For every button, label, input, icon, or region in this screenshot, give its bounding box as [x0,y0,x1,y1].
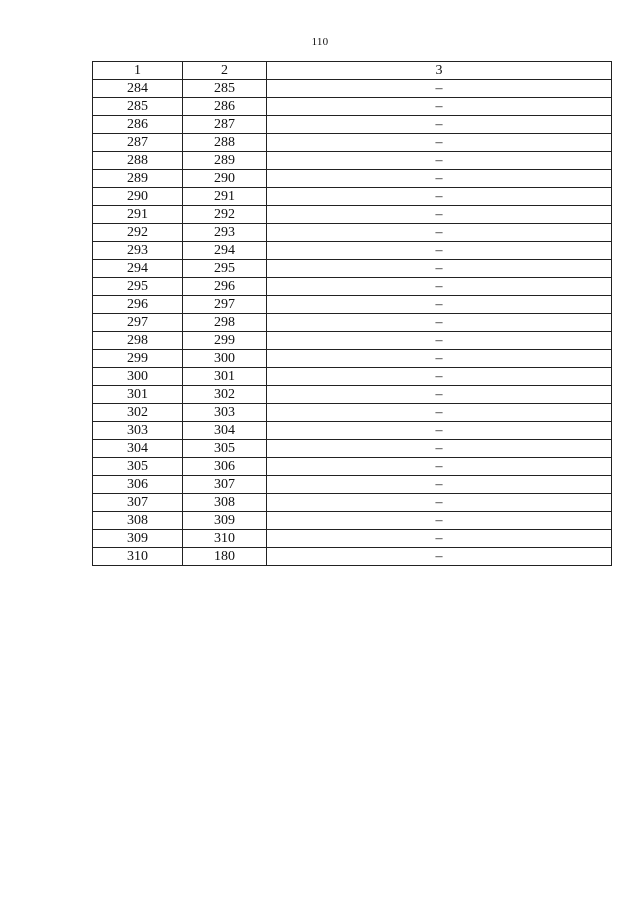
table-cell-col1: 304 [93,440,183,458]
table-body [93,80,612,566]
table-cell-col3: – [267,332,612,350]
table-cell-col1: 288 [93,152,183,170]
table-row [93,530,612,548]
table-cell-col1: 297 [93,314,183,332]
table-cell-col1: 293 [93,242,183,260]
table-row [93,314,612,332]
table-cell-col3: – [267,242,612,260]
table-row [93,476,612,494]
table-cell-col1: 296 [93,296,183,314]
table-cell-col1: 310 [93,548,183,566]
table-cell-col1: 291 [93,206,183,224]
table-cell-col2: 298 [183,314,267,332]
table-cell-col2: 299 [183,332,267,350]
table-cell-col1: 309 [93,530,183,548]
table-cell-col3: – [267,458,612,476]
table-cell-col2: 301 [183,368,267,386]
table-row [93,422,612,440]
table-row [93,386,612,404]
table-cell-col1: 300 [93,368,183,386]
table-cell-col2: 305 [183,440,267,458]
table-cell-col1: 299 [93,350,183,368]
table-cell-col3: – [267,494,612,512]
table-cell-col1: 302 [93,404,183,422]
table-cell-col2: 296 [183,278,267,296]
table-row [93,170,612,188]
table-cell-col2: 310 [183,530,267,548]
table-cell-col2: 309 [183,512,267,530]
table-cell-col1: 306 [93,476,183,494]
table-cell-col2: 308 [183,494,267,512]
table-cell-col3: – [267,422,612,440]
table-cell-col2: 287 [183,116,267,134]
table-cell-col3: – [267,314,612,332]
table-cell-col3: – [267,476,612,494]
table-cell-col1: 295 [93,278,183,296]
table-cell-col1: 307 [93,494,183,512]
table-cell-col1: 308 [93,512,183,530]
table-cell-col3: – [267,170,612,188]
table-cell-col3: – [267,386,612,404]
table-cell-col2: 304 [183,422,267,440]
table-row [93,404,612,422]
table-cell-col2: 286 [183,98,267,116]
table-cell-col3: – [267,188,612,206]
table-row [93,116,612,134]
table-cell-col1: 298 [93,332,183,350]
table-cell-col1: 305 [93,458,183,476]
table-cell-col2: 180 [183,548,267,566]
table-row [93,458,612,476]
table-cell-col2: 294 [183,242,267,260]
table-cell-col2: 307 [183,476,267,494]
table-row [93,368,612,386]
table-cell-col3: – [267,512,612,530]
table-cell-col2: 291 [183,188,267,206]
table-row [93,296,612,314]
table-cell-col3: – [267,98,612,116]
table-cell-col3: – [267,440,612,458]
table-row [93,278,612,296]
table-cell-col3: – [267,152,612,170]
table-cell-col3: – [267,350,612,368]
table-cell-col3: – [267,278,612,296]
column-header-3: 3 [267,62,612,80]
column-header-2: 2 [183,62,267,80]
table-cell-col3: – [267,116,612,134]
table-cell-col1: 303 [93,422,183,440]
table-row [93,332,612,350]
table-row [93,188,612,206]
table-cell-col2: 292 [183,206,267,224]
table-cell-col2: 289 [183,152,267,170]
table-cell-col3: – [267,548,612,566]
table-cell-col1: 292 [93,224,183,242]
table-cell-col1: 289 [93,170,183,188]
table-cell-col1: 287 [93,134,183,152]
table-cell-col2: 300 [183,350,267,368]
table-row [93,494,612,512]
table-cell-col1: 301 [93,386,183,404]
table-row [93,350,612,368]
table-cell-col3: – [267,404,612,422]
table-cell-col2: 285 [183,80,267,98]
table-cell-col3: – [267,224,612,242]
table-cell-col3: – [267,260,612,278]
column-header-1: 1 [93,62,183,80]
table-row [93,206,612,224]
table-row [93,512,612,530]
table-row [93,80,612,98]
table-header-row [93,62,612,80]
table-row [93,548,612,566]
table-cell-col2: 302 [183,386,267,404]
table-cell-col2: 297 [183,296,267,314]
table-cell-col3: – [267,134,612,152]
table-cell-col1: 290 [93,188,183,206]
table-cell-col1: 284 [93,80,183,98]
table-cell-col3: – [267,80,612,98]
table-row [93,260,612,278]
table-cell-col2: 293 [183,224,267,242]
table-row [93,98,612,116]
table-cell-col3: – [267,368,612,386]
table-cell-col2: 288 [183,134,267,152]
table-cell-col2: 306 [183,458,267,476]
table-cell-col3: – [267,206,612,224]
table-cell-col2: 303 [183,404,267,422]
table-row [93,440,612,458]
table-cell-col1: 285 [93,98,183,116]
table-row [93,134,612,152]
table-row [93,224,612,242]
table-row [93,242,612,260]
table-cell-col2: 290 [183,170,267,188]
table-cell-col3: – [267,296,612,314]
table-cell-col3: – [267,530,612,548]
table-row [93,152,612,170]
table-cell-col1: 286 [93,116,183,134]
page-number: 110 [311,36,329,48]
table-cell-col2: 295 [183,260,267,278]
table-cell-col1: 294 [93,260,183,278]
data-table [92,61,612,566]
